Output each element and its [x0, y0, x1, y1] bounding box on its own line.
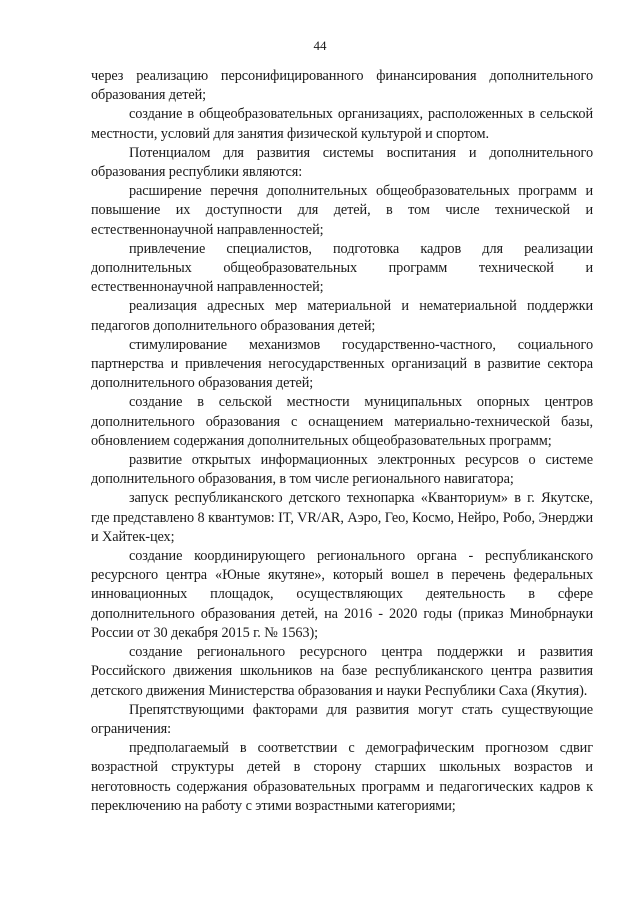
- paragraph: создание координирующего регионального органа - республиканского ресурсного центра «Юные якутяне», который вошел в перечень федеральных инновационных площадок, осуществляющих деятельность в сфере дополнительного образования детей, на 2016 - 2020 годы (приказ Минобрнауки России от 30 декабря 2015 г. № 1563);: [91, 548, 593, 641]
- paragraph: запуск республиканского детского технопарка «Кванториум» в г. Якутске, где представлено 8 квантумов: IT, VR/AR, Аэро, Гео, Космо, Нейро, Робо, Энерджи и Хайтек-цех;: [91, 490, 593, 545]
- paragraph-continuation: через реализацию персонифицированного финансирования дополнительного образования детей;: [91, 68, 593, 104]
- paragraph: предполагаемый в соответствии с демографическим прогнозом сдвиг возрастной структуры детей в сторону старших школьных возрастов и неготовность содержания образовательных программ и педагогических кадров к переключению на работу с этими возрастными категориями;: [91, 740, 593, 814]
- paragraph: Потенциалом для развития системы воспитания и дополнительного образования республики являются:: [91, 144, 593, 181]
- paragraph: развитие открытых информационных электронных ресурсов о системе дополнительного образования, в том числе регионального навигатора;: [91, 452, 593, 488]
- paragraph: создание в сельской местности муниципальных опорных центров дополнительного образования с оснащением материально-технической базы, обновлением содержания дополнительных общеобразовательных программ;: [91, 394, 593, 449]
- paragraph: создание в общеобразовательных организациях, расположенных в сельской местности, условий для занятия физической культурой и спортом.: [91, 106, 593, 142]
- paragraph: расширение перечня дополнительных общеобразовательных программ и повышение их доступности для детей, в том числе технической и естественнонаучной направленностей;: [91, 183, 593, 238]
- page-number: 44: [313, 38, 327, 53]
- paragraph: Препятствующими факторами для развития могут стать существующие ограничения:: [91, 701, 593, 737]
- paragraph: создание регионального ресурсного центра поддержки и развития Российского движения школьников на базе республиканского центра развития детского движения Министерства образования и науки Республики Саха (Якутия).: [91, 644, 593, 699]
- paragraph: реализация адресных мер материальной и нематериальной поддержки педагогов дополнительного образования детей;: [91, 298, 593, 334]
- paragraph: стимулирование механизмов государственно-частного, социального партнерства и привлечения негосударственных организаций в развитие сектора дополнительного образования детей;: [91, 336, 593, 392]
- paragraph: привлечение специалистов, подготовка кадров для реализации дополнительных общеобразовательных программ технической и естественнонаучной направленностей;: [91, 240, 593, 296]
- document-body: [91, 67, 593, 816]
